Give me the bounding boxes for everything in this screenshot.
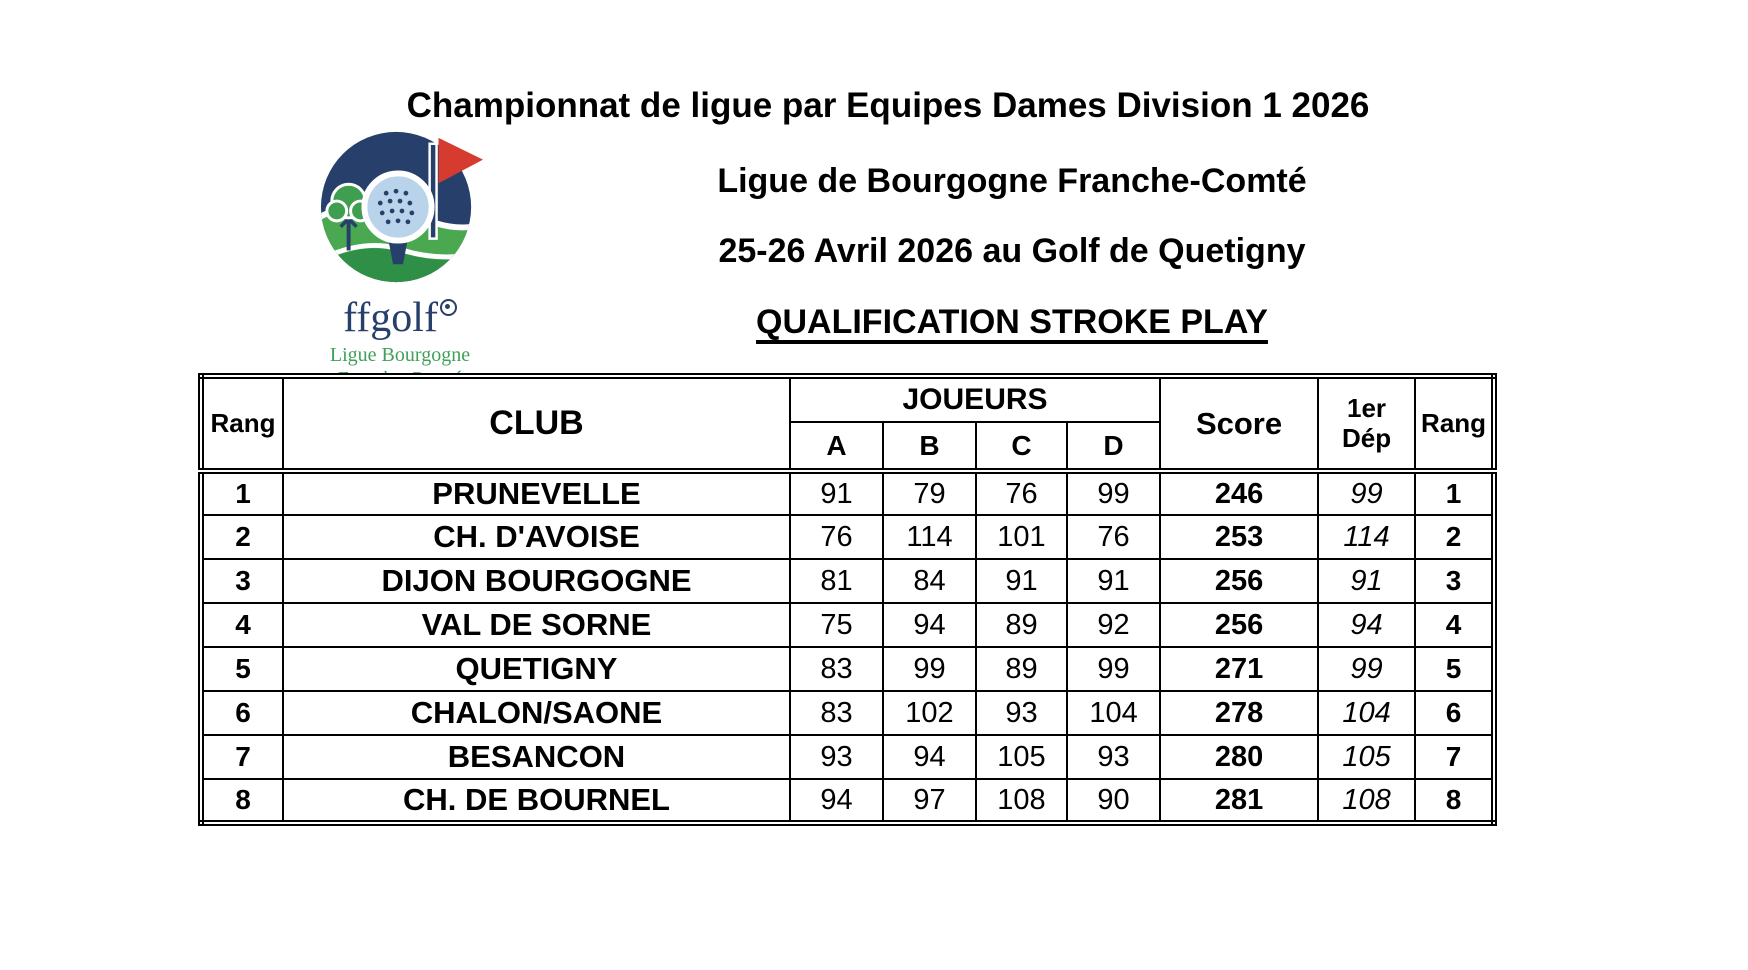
cell-player-c: 89 xyxy=(976,647,1067,691)
cell-rank-right: 5 xyxy=(1415,647,1494,691)
cell-rank-left: 5 xyxy=(201,647,283,691)
ffgolf-logo xyxy=(300,124,500,391)
cell-club: PRUNEVELLE xyxy=(283,471,790,515)
cell-player-a: 83 xyxy=(790,647,883,691)
cell-player-d: 99 xyxy=(1067,471,1160,515)
cell-first-dep: 114 xyxy=(1318,515,1415,559)
cell-player-a: 94 xyxy=(790,779,883,823)
header-club: CLUB xyxy=(283,376,790,471)
cell-player-c: 93 xyxy=(976,691,1067,735)
cell-first-dep: 108 xyxy=(1318,779,1415,823)
ffgolf-wordmark: ffgolf xyxy=(343,297,457,339)
header-player-c: C xyxy=(976,422,1067,471)
table-row xyxy=(201,735,1494,779)
ffgolf-logo-icon xyxy=(311,124,489,290)
cell-player-c: 101 xyxy=(976,515,1067,559)
cell-player-b: 97 xyxy=(883,779,976,823)
cell-player-b: 79 xyxy=(883,471,976,515)
header-player-a: A xyxy=(790,422,883,471)
header-rank-left: Rang xyxy=(201,376,283,471)
header-rank-right: Rang xyxy=(1415,376,1494,471)
cell-player-d: 104 xyxy=(1067,691,1160,735)
cell-rank-left: 7 xyxy=(201,735,283,779)
subtitle-date-place: 25-26 Avril 2026 au Golf de Quetigny xyxy=(718,232,1306,270)
cell-player-c: 76 xyxy=(976,471,1067,515)
cell-player-a: 81 xyxy=(790,559,883,603)
cell-player-a: 75 xyxy=(790,603,883,647)
cell-rank-right: 7 xyxy=(1415,735,1494,779)
results-table-wrap xyxy=(198,373,1497,826)
cell-rank-left: 1 xyxy=(201,471,283,515)
cell-rank-left: 8 xyxy=(201,779,283,823)
header-first-dep-line1: 1er xyxy=(1347,392,1387,423)
cell-club: VAL DE SORNE xyxy=(283,603,790,647)
cell-first-dep: 105 xyxy=(1318,735,1415,779)
cell-club: CHALON/SAONE xyxy=(283,691,790,735)
cell-player-c: 89 xyxy=(976,603,1067,647)
cell-first-dep: 99 xyxy=(1318,647,1415,691)
cell-rank-right: 2 xyxy=(1415,515,1494,559)
cell-player-a: 83 xyxy=(790,691,883,735)
cell-rank-left: 3 xyxy=(201,559,283,603)
cell-player-d: 91 xyxy=(1067,559,1160,603)
cell-score: 278 xyxy=(1160,691,1318,735)
cell-player-b: 84 xyxy=(883,559,976,603)
table-row xyxy=(201,779,1494,823)
cell-first-dep: 94 xyxy=(1318,603,1415,647)
registered-rooster-icon xyxy=(440,299,457,316)
cell-player-b: 94 xyxy=(883,735,976,779)
cell-club: DIJON BOURGOGNE xyxy=(283,559,790,603)
table-row xyxy=(201,691,1494,735)
cell-player-d: 92 xyxy=(1067,603,1160,647)
cell-first-dep: 104 xyxy=(1318,691,1415,735)
results-table xyxy=(198,373,1497,826)
cell-player-d: 76 xyxy=(1067,515,1160,559)
cell-score: 281 xyxy=(1160,779,1318,823)
cell-player-b: 94 xyxy=(883,603,976,647)
cell-player-d: 99 xyxy=(1067,647,1160,691)
header-player-b: B xyxy=(883,422,976,471)
cell-player-b: 99 xyxy=(883,647,976,691)
results-tbody xyxy=(201,471,1494,823)
cell-player-a: 93 xyxy=(790,735,883,779)
cell-player-b: 102 xyxy=(883,691,976,735)
cell-rank-left: 6 xyxy=(201,691,283,735)
cell-player-d: 93 xyxy=(1067,735,1160,779)
table-row xyxy=(201,471,1494,515)
page-title: Championnat de ligue par Equipes Dames Division 1 2026 xyxy=(406,86,1370,125)
header-first-dep-line2: Dép xyxy=(1341,422,1392,453)
header-score: Score xyxy=(1160,376,1318,471)
cell-score: 246 xyxy=(1160,471,1318,515)
cell-club: BESANCON xyxy=(283,735,790,779)
cell-score: 253 xyxy=(1160,515,1318,559)
cell-player-c: 108 xyxy=(976,779,1067,823)
table-row xyxy=(201,647,1494,691)
cell-score: 256 xyxy=(1160,559,1318,603)
cell-rank-left: 2 xyxy=(201,515,283,559)
cell-club: CH. DE BOURNEL xyxy=(283,779,790,823)
cell-player-b: 114 xyxy=(883,515,976,559)
cell-first-dep: 99 xyxy=(1318,471,1415,515)
cell-rank-right: 6 xyxy=(1415,691,1494,735)
cell-player-a: 91 xyxy=(790,471,883,515)
cell-player-c: 105 xyxy=(976,735,1067,779)
table-row xyxy=(201,559,1494,603)
cell-score: 271 xyxy=(1160,647,1318,691)
header-player-d: D xyxy=(1067,422,1160,471)
cell-player-d: 90 xyxy=(1067,779,1160,823)
cell-first-dep: 91 xyxy=(1318,559,1415,603)
subtitle-league: Ligue de Bourgogne Franche-Comté xyxy=(717,162,1307,200)
cell-club: QUETIGNY xyxy=(283,647,790,691)
header-players-group: JOUEURS xyxy=(790,376,1160,422)
header-first-dep xyxy=(1318,376,1415,471)
logo-org-line1: Ligue Bourgogne xyxy=(329,344,471,366)
table-row xyxy=(201,603,1494,647)
subtitle-round: QUALIFICATION STROKE PLAY xyxy=(756,303,1268,341)
cell-club: CH. D'AVOISE xyxy=(283,515,790,559)
cell-rank-right: 3 xyxy=(1415,559,1494,603)
cell-rank-right: 1 xyxy=(1415,471,1494,515)
cell-player-a: 76 xyxy=(790,515,883,559)
cell-rank-right: 8 xyxy=(1415,779,1494,823)
cell-score: 256 xyxy=(1160,603,1318,647)
cell-score: 280 xyxy=(1160,735,1318,779)
cell-player-c: 91 xyxy=(976,559,1067,603)
cell-rank-right: 4 xyxy=(1415,603,1494,647)
table-row xyxy=(201,515,1494,559)
cell-rank-left: 4 xyxy=(201,603,283,647)
